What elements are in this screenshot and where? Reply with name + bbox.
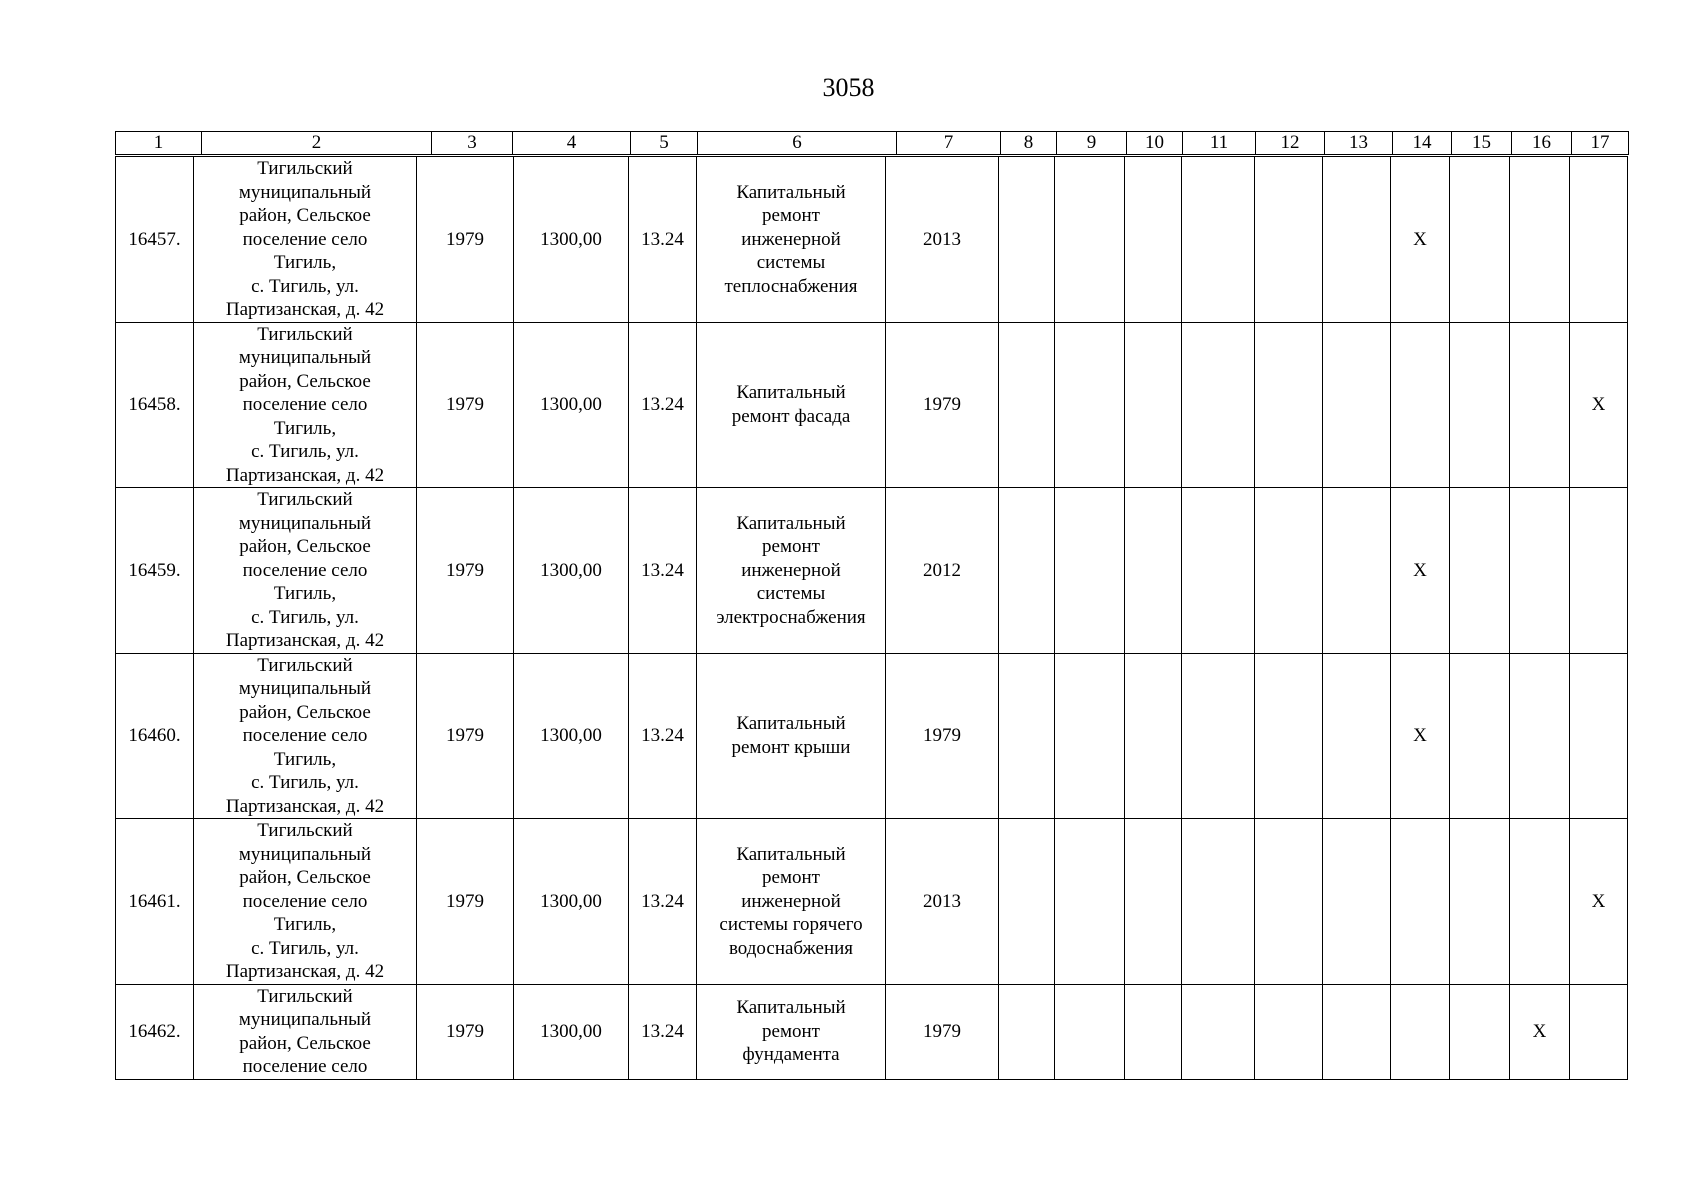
area-cell: 1300,00 xyxy=(514,653,629,819)
period-cell-13 xyxy=(1323,984,1391,1079)
table-row xyxy=(116,157,1628,323)
period-cell-10 xyxy=(1125,322,1182,488)
address-cell: Тигильский муниципальный район, Сельское поселение село Тигиль, с. Тигиль, ул. Партизанская, д. 42 xyxy=(194,819,417,985)
period-cell-15 xyxy=(1450,819,1510,985)
work-type-cell: Капитальный ремонт инженерной системы теплоснабжения xyxy=(697,157,886,323)
period-cell-9 xyxy=(1055,488,1125,654)
area-cell: 1300,00 xyxy=(514,322,629,488)
row-number-cell: 16460. xyxy=(116,653,194,819)
construction-year-cell: 1979 xyxy=(417,984,514,1079)
period-cell-16 xyxy=(1510,488,1570,654)
last-repair-year-cell: 1979 xyxy=(886,984,999,1079)
period-cell-16: X xyxy=(1510,984,1570,1079)
period-cell-13 xyxy=(1323,157,1391,323)
construction-year-cell: 1979 xyxy=(417,653,514,819)
row-number-cell: 16459. xyxy=(116,488,194,654)
construction-year-cell: 1979 xyxy=(417,819,514,985)
row-number-cell: 16458. xyxy=(116,322,194,488)
period-cell-10 xyxy=(1125,819,1182,985)
period-cell-15 xyxy=(1450,157,1510,323)
rate-cell: 13.24 xyxy=(629,819,697,985)
header-cell: 7 xyxy=(897,132,1001,155)
period-cell-17: X xyxy=(1570,819,1628,985)
header-cell: 11 xyxy=(1183,132,1256,155)
period-cell-12 xyxy=(1255,653,1323,819)
period-cell-8 xyxy=(999,819,1055,985)
header-cell: 15 xyxy=(1452,132,1512,155)
period-cell-10 xyxy=(1125,984,1182,1079)
address-cell: Тигильский муниципальный район, Сельское поселение село Тигиль, с. Тигиль, ул. Партизанская, д. 42 xyxy=(194,322,417,488)
period-cell-13 xyxy=(1323,653,1391,819)
construction-year-cell: 1979 xyxy=(417,488,514,654)
header-cell: 14 xyxy=(1393,132,1452,155)
period-cell-8 xyxy=(999,488,1055,654)
header-cell: 8 xyxy=(1001,132,1057,155)
period-cell-10 xyxy=(1125,653,1182,819)
header-cell: 16 xyxy=(1512,132,1572,155)
period-cell-8 xyxy=(999,322,1055,488)
last-repair-year-cell: 2013 xyxy=(886,157,999,323)
page-number: 3058 xyxy=(822,73,875,102)
header-cell: 17 xyxy=(1572,132,1629,155)
period-cell-17 xyxy=(1570,653,1628,819)
header-cell: 13 xyxy=(1325,132,1393,155)
area-cell: 1300,00 xyxy=(514,819,629,985)
period-cell-11 xyxy=(1182,653,1255,819)
period-cell-10 xyxy=(1125,157,1182,323)
work-type-cell: Капитальный ремонт крыши xyxy=(697,653,886,819)
period-cell-14: X xyxy=(1391,488,1450,654)
table-row xyxy=(116,322,1628,488)
last-repair-year-cell: 2013 xyxy=(886,819,999,985)
header-cell: 4 xyxy=(513,132,631,155)
period-cell-9 xyxy=(1055,157,1125,323)
period-cell-13 xyxy=(1323,819,1391,985)
work-type-cell: Капитальный ремонт фасада xyxy=(697,322,886,488)
header-cell: 12 xyxy=(1256,132,1325,155)
period-cell-11 xyxy=(1182,819,1255,985)
period-cell-8 xyxy=(999,653,1055,819)
period-cell-17 xyxy=(1570,488,1628,654)
row-number-cell: 16462. xyxy=(116,984,194,1079)
period-cell-12 xyxy=(1255,488,1323,654)
repair-schedule-table xyxy=(115,156,1628,1080)
period-cell-15 xyxy=(1450,984,1510,1079)
header-cell: 6 xyxy=(698,132,897,155)
rate-cell: 13.24 xyxy=(629,488,697,654)
area-cell: 1300,00 xyxy=(514,157,629,323)
period-cell-16 xyxy=(1510,653,1570,819)
period-cell-11 xyxy=(1182,488,1255,654)
period-cell-9 xyxy=(1055,984,1125,1079)
rate-cell: 13.24 xyxy=(629,322,697,488)
period-cell-15 xyxy=(1450,488,1510,654)
address-cell: Тигильский муниципальный район, Сельское поселение село Тигиль, с. Тигиль, ул. Партизанская, д. 42 xyxy=(194,653,417,819)
period-cell-14 xyxy=(1391,819,1450,985)
last-repair-year-cell: 1979 xyxy=(886,653,999,819)
period-cell-9 xyxy=(1055,322,1125,488)
work-type-cell: Капитальный ремонт инженерной системы электроснабжения xyxy=(697,488,886,654)
construction-year-cell: 1979 xyxy=(417,157,514,323)
header-cell: 10 xyxy=(1127,132,1183,155)
period-cell-9 xyxy=(1055,653,1125,819)
period-cell-17: X xyxy=(1570,322,1628,488)
period-cell-14: X xyxy=(1391,157,1450,323)
period-cell-12 xyxy=(1255,819,1323,985)
header-cell: 3 xyxy=(432,132,513,155)
period-cell-16 xyxy=(1510,157,1570,323)
last-repair-year-cell: 1979 xyxy=(886,322,999,488)
header-cell: 1 xyxy=(116,132,202,155)
work-type-cell: Капитальный ремонт фундамента xyxy=(697,984,886,1079)
area-cell: 1300,00 xyxy=(514,984,629,1079)
header-cell: 5 xyxy=(631,132,698,155)
period-cell-13 xyxy=(1323,322,1391,488)
area-cell: 1300,00 xyxy=(514,488,629,654)
column-number-header xyxy=(115,131,1629,155)
rate-cell: 13.24 xyxy=(629,984,697,1079)
period-cell-14 xyxy=(1391,322,1450,488)
period-cell-13 xyxy=(1323,488,1391,654)
period-cell-17 xyxy=(1570,157,1628,323)
header-row xyxy=(116,132,1629,155)
period-cell-8 xyxy=(999,984,1055,1079)
last-repair-year-cell: 2012 xyxy=(886,488,999,654)
period-cell-12 xyxy=(1255,157,1323,323)
period-cell-11 xyxy=(1182,157,1255,323)
period-cell-16 xyxy=(1510,819,1570,985)
period-cell-12 xyxy=(1255,322,1323,488)
row-number-cell: 16461. xyxy=(116,819,194,985)
period-cell-12 xyxy=(1255,984,1323,1079)
work-type-cell: Капитальный ремонт инженерной системы горячего водоснабжения xyxy=(697,819,886,985)
header-cell: 2 xyxy=(202,132,432,155)
period-cell-11 xyxy=(1182,322,1255,488)
table-row xyxy=(116,488,1628,654)
period-cell-9 xyxy=(1055,819,1125,985)
period-cell-14: X xyxy=(1391,653,1450,819)
period-cell-15 xyxy=(1450,653,1510,819)
row-number-cell: 16457. xyxy=(116,157,194,323)
address-cell: Тигильский муниципальный район, Сельское поселение село xyxy=(194,984,417,1079)
table-row xyxy=(116,653,1628,819)
period-cell-15 xyxy=(1450,322,1510,488)
period-cell-16 xyxy=(1510,322,1570,488)
period-cell-10 xyxy=(1125,488,1182,654)
rate-cell: 13.24 xyxy=(629,653,697,819)
rate-cell: 13.24 xyxy=(629,157,697,323)
period-cell-14 xyxy=(1391,984,1450,1079)
table-row xyxy=(116,984,1628,1079)
period-cell-11 xyxy=(1182,984,1255,1079)
address-cell: Тигильский муниципальный район, Сельское поселение село Тигиль, с. Тигиль, ул. Партизанская, д. 42 xyxy=(194,157,417,323)
period-cell-8 xyxy=(999,157,1055,323)
period-cell-17 xyxy=(1570,984,1628,1079)
header-cell: 9 xyxy=(1057,132,1127,155)
address-cell: Тигильский муниципальный район, Сельское поселение село Тигиль, с. Тигиль, ул. Партизанская, д. 42 xyxy=(194,488,417,654)
construction-year-cell: 1979 xyxy=(417,322,514,488)
table-row xyxy=(116,819,1628,985)
